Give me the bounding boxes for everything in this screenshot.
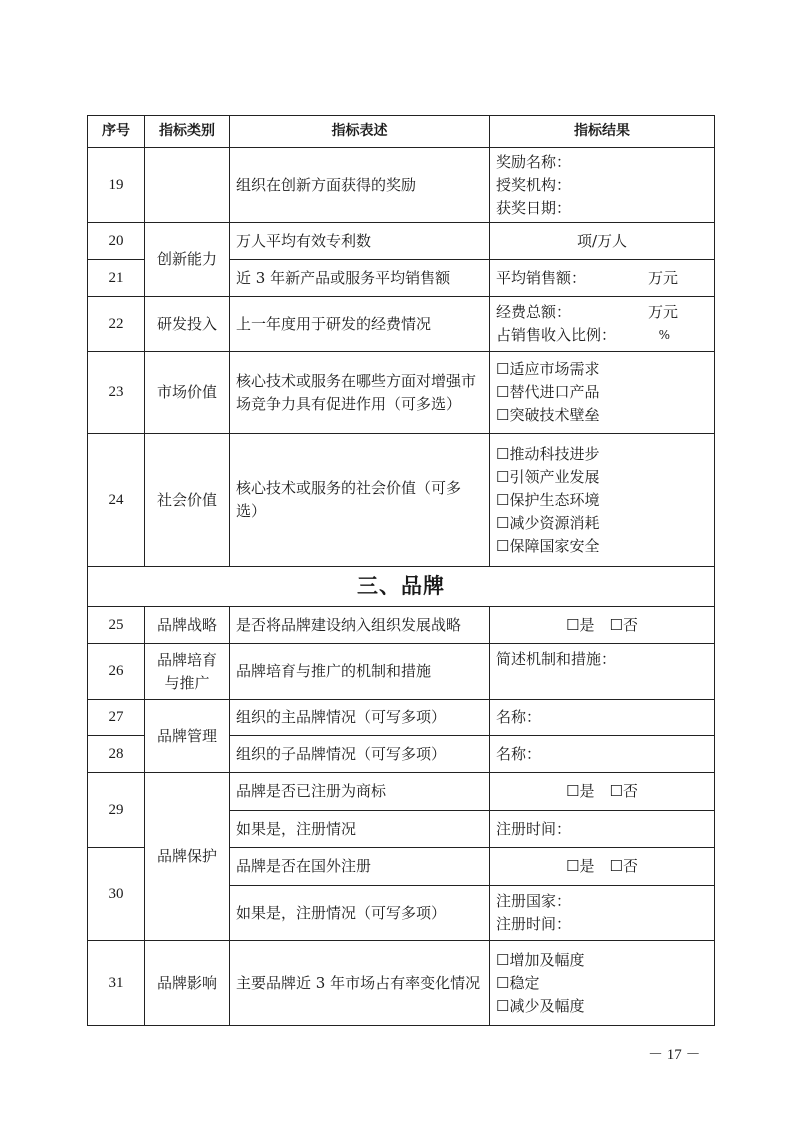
description-cell: 上一年度用于研发的经费情况 (230, 297, 490, 352)
category-cell: 研发投入 (145, 297, 230, 352)
table-row (88, 700, 715, 736)
description-cell: 如果是，注册情况（可写多项） (230, 886, 490, 941)
option-checkbox[interactable]: ☐引领产业发展 (496, 467, 600, 486)
header-description: 指标表述 (230, 116, 490, 148)
yes-no-checkbox[interactable]: ☐是 ☐否 (490, 773, 715, 811)
award-org-field[interactable]: 授奖机构： (496, 175, 572, 194)
category-cell: 创新能力 (145, 223, 230, 297)
description-cell: 核心技术或服务的社会价值（可多选） (230, 434, 490, 567)
percent-label: % (658, 328, 670, 342)
result-cell[interactable] (490, 297, 715, 352)
header-category: 指标类别 (145, 116, 230, 148)
page-number: － 17 － (648, 1047, 701, 1063)
award-name-field[interactable]: 奖励名称： (496, 152, 572, 171)
row-number: 21 (88, 260, 145, 297)
option-checkbox[interactable]: ☐替代进口产品 (496, 383, 600, 401)
award-date-field[interactable]: 获奖日期： (496, 198, 572, 217)
option-checkbox[interactable]: ☐稳定 (496, 973, 540, 992)
result-cell (490, 148, 715, 223)
unit-label: 万元 (647, 268, 678, 287)
header-no: 序号 (88, 116, 145, 148)
indicator-table (87, 115, 715, 1026)
result-cell[interactable]: 注册时间： (490, 811, 715, 848)
option-checkbox[interactable]: ☐减少资源消耗 (496, 513, 600, 532)
avg-sales-label: 平均销售额： (496, 268, 587, 287)
yes-no-checkbox[interactable]: ☐是 ☐否 (490, 607, 715, 644)
description-cell: 主要品牌近 3 年市场占有率变化情况 (230, 941, 490, 1026)
header-result: 指标结果 (490, 116, 715, 148)
row-number: 20 (88, 223, 145, 260)
table-row (88, 941, 715, 1026)
description-cell: 品牌是否已注册为商标 (230, 773, 490, 811)
row-number: 31 (88, 941, 145, 1026)
description-cell: 品牌培育与推广的机制和措施 (230, 644, 490, 700)
description-cell: 如果是，注册情况 (230, 811, 490, 848)
section-brand-title: 三、品牌 (88, 567, 715, 607)
result-cell[interactable] (490, 260, 715, 297)
option-checkbox[interactable]: ☐增加及幅度 (496, 950, 585, 969)
category-cell (145, 148, 230, 223)
row-number: 29 (88, 773, 145, 848)
table-row (88, 644, 715, 700)
result-cell (490, 886, 715, 941)
description-cell: 品牌是否在国外注册 (230, 848, 490, 886)
row-number: 26 (88, 644, 145, 700)
row-number: 28 (88, 736, 145, 773)
table-header-row (88, 116, 715, 148)
category-cell: 品牌影响 (145, 941, 230, 1026)
row-number: 27 (88, 700, 145, 736)
option-checkbox[interactable]: ☐推动科技进步 (496, 444, 600, 463)
sales-ratio-label: 占销售收入比例： (496, 326, 617, 344)
result-cell (490, 434, 715, 567)
table-row (88, 773, 715, 811)
row-number: 22 (88, 297, 145, 352)
option-checkbox[interactable]: ☐突破技术壁垒 (496, 406, 600, 424)
description-cell: 组织的主品牌情况（可写多项） (230, 700, 490, 736)
category-cell: 市场价值 (145, 352, 230, 434)
category-cell: 品牌战略 (145, 607, 230, 644)
result-cell (490, 941, 715, 1026)
row-number: 23 (88, 352, 145, 434)
description-cell: 组织在创新方面获得的奖励 (230, 148, 490, 223)
description-cell: 万人平均有效专利数 (230, 223, 490, 260)
description-cell: 是否将品牌建设纳入组织发展战略 (230, 607, 490, 644)
category-cell: 品牌保护 (145, 773, 230, 941)
option-checkbox[interactable]: ☐适应市场需求 (496, 360, 600, 378)
result-cell[interactable]: 项/万人 (490, 223, 715, 260)
table-row (88, 607, 715, 644)
category-cell: 社会价值 (145, 434, 230, 567)
description-cell: 近 3 年新产品或服务平均销售额 (230, 260, 490, 297)
reg-date-field[interactable]: 注册时间： (496, 915, 572, 933)
reg-country-field[interactable]: 注册国家： (496, 892, 572, 910)
result-cell[interactable]: 名称： (490, 736, 715, 773)
option-checkbox[interactable]: ☐保护生态环境 (496, 490, 600, 509)
unit-label: 万元 (647, 303, 678, 321)
option-checkbox[interactable]: ☐减少及幅度 (496, 996, 585, 1015)
section-heading-row (88, 567, 715, 607)
category-cell: 品牌培育与推广 (145, 644, 230, 700)
result-cell[interactable]: 名称： (490, 700, 715, 736)
description-cell: 核心技术或服务在哪些方面对增强市场竞争力具有促进作用（可多选） (230, 352, 490, 434)
table-row (88, 352, 715, 434)
category-cell: 品牌管理 (145, 700, 230, 773)
option-checkbox[interactable]: ☐保障国家安全 (496, 536, 600, 555)
row-number: 19 (88, 148, 145, 223)
table-row (88, 434, 715, 567)
budget-total-label: 经费总额： (496, 303, 572, 321)
table-row (88, 223, 715, 260)
row-number: 30 (88, 848, 145, 941)
result-cell (490, 352, 715, 434)
table-row (88, 148, 715, 223)
row-number: 25 (88, 607, 145, 644)
row-number: 24 (88, 434, 145, 567)
table-row (88, 297, 715, 352)
yes-no-checkbox[interactable]: ☐是 ☐否 (490, 848, 715, 886)
description-cell: 组织的子品牌情况（可写多项） (230, 736, 490, 773)
result-cell[interactable]: 简述机制和措施： (490, 644, 715, 700)
